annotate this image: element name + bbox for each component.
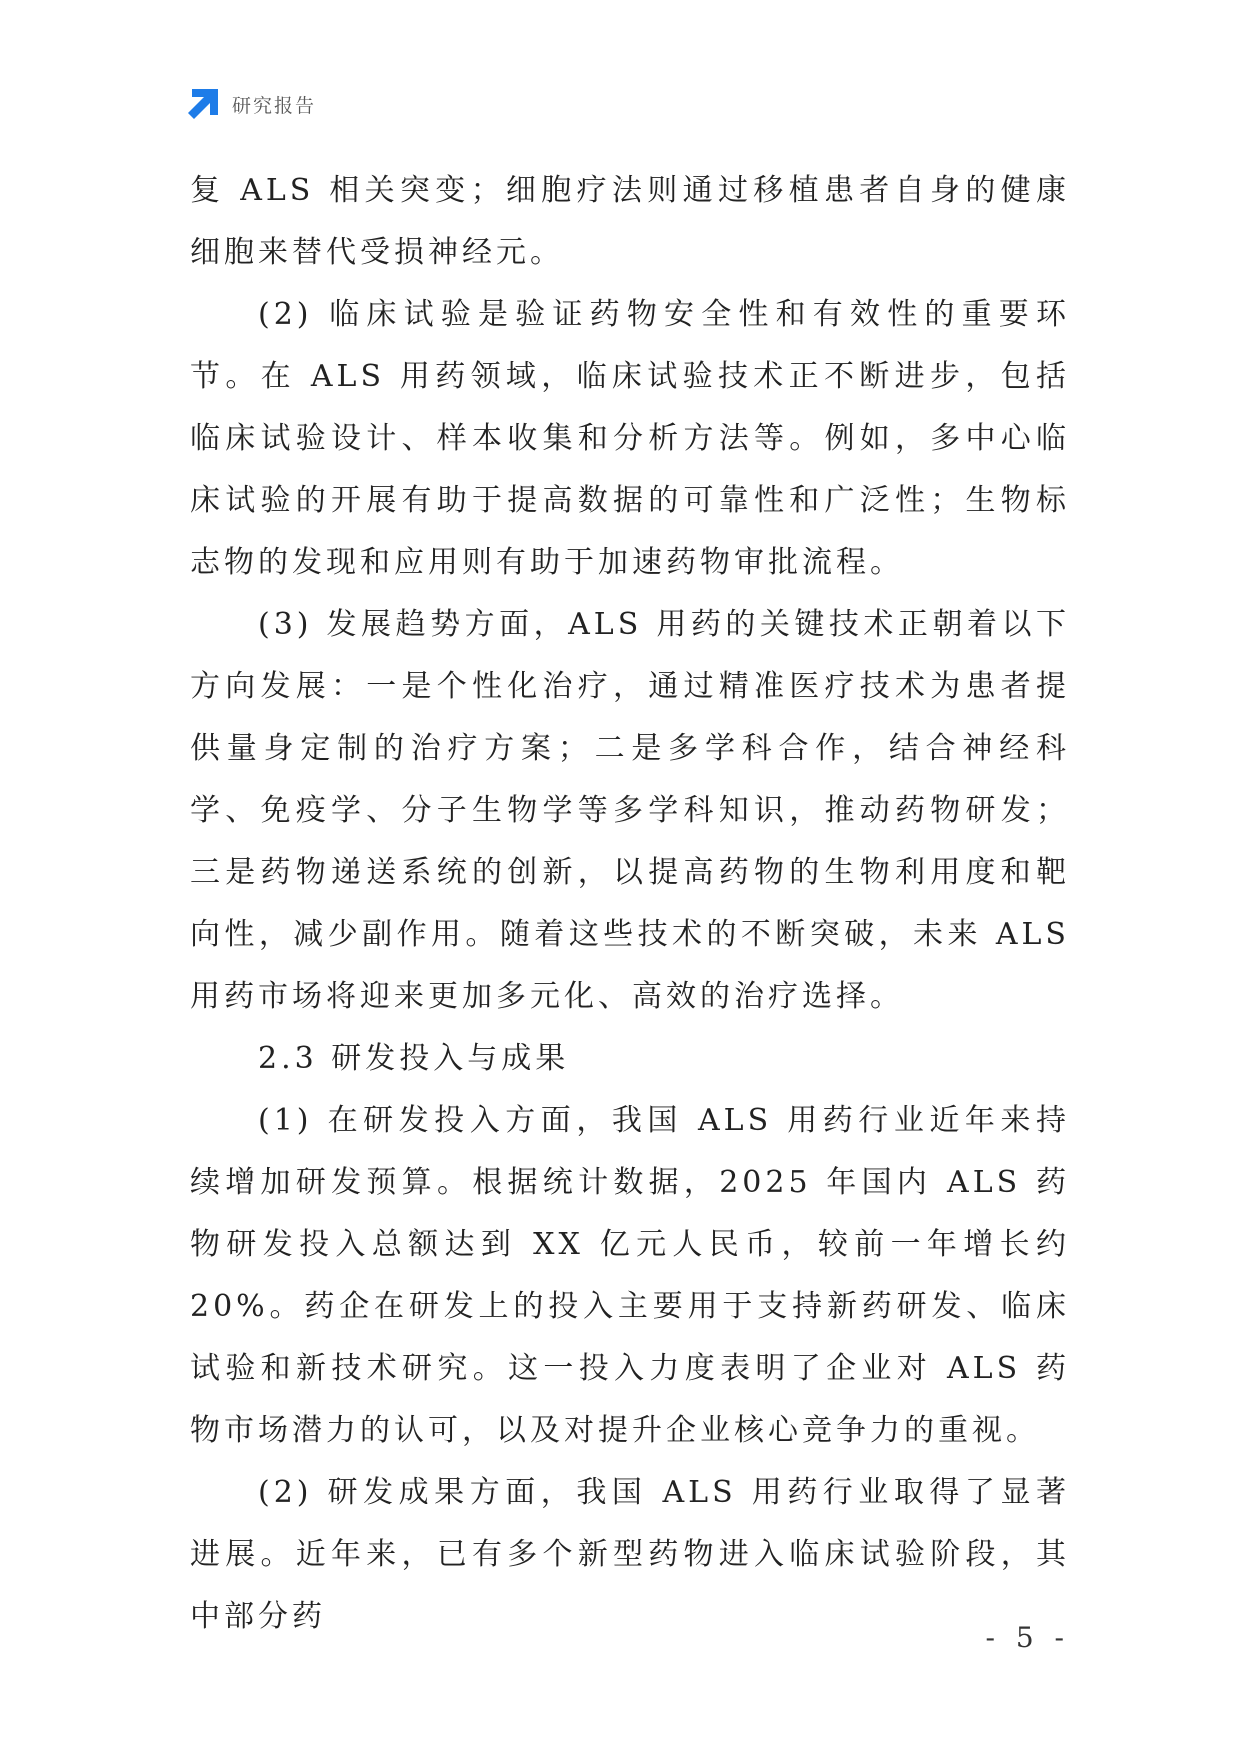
page-number: - 5 - — [985, 1621, 1070, 1654]
paragraph-clinical-trials: (2) 临床试验是验证药物安全性和有效性的重要环节。在 ALS 用药领域，临床试验技术正不断进步，包括临床试验设计、样本收集和分析方法等。例如，多中心临床试验的开展有助于提高数据的可靠性和广泛性；生物标志物的发现和应用则有助于加速药物审批流程。 — [190, 297, 1070, 580]
arrow-up-right-icon — [188, 89, 218, 119]
report-label: 研究报告 — [232, 94, 317, 117]
document-body — [190, 160, 1070, 1648]
paragraph-continuation: 复 ALS 相关突变；细胞疗法则通过移植患者自身的健康细胞来替代受损神经元。 — [190, 173, 1070, 270]
section-heading: 2.3 研发投入与成果 — [258, 1041, 570, 1076]
paragraph-rd-results: (2) 研发成果方面，我国 ALS 用药行业取得了显著进展。近年来，已有多个新型药物进入临床试验阶段，其中部分药 — [190, 1475, 1070, 1634]
report-header — [188, 88, 316, 120]
paragraph-development-trends: (3) 发展趋势方面，ALS 用药的关键技术正朝着以下方向发展：一是个性化治疗，通过精准医疗技术为患者提供量身定制的治疗方案；二是多学科合作，结合神经科学、免疫学、分子生物学等多学科知识，推动药物研发；三是药物递送系统的创新，以提高药物的生物利用度和靶向性，减少副作用。随着这些技术的不断突破，未来 ALS 用药市场将迎来更加多元化、高效的治疗选择。 — [190, 607, 1070, 1014]
paragraph-rd-investment: (1) 在研发投入方面，我国 ALS 用药行业近年来持续增加研发预算。根据统计数据，2025 年国内 ALS 药物研发投入总额达到 XX 亿元人民币，较前一年增长约 20%。药企在研发上的投入主要用于支持新药研发、临床试验和新技术研究。这一投入力度表明了企业对 ALS 药物市场潜力的认可，以及对提升企业核心竞争力的重视。 — [190, 1103, 1070, 1448]
